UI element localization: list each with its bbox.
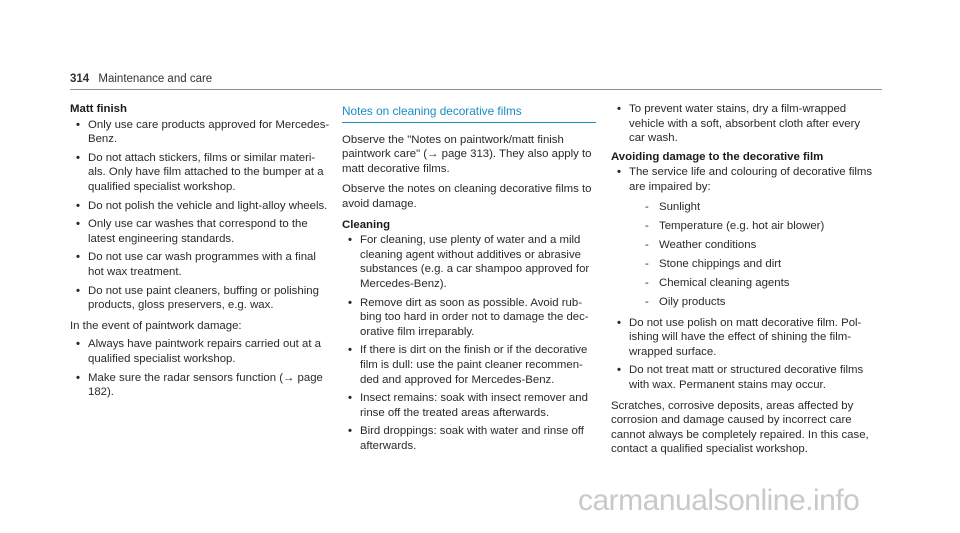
cleaning-list (342, 233, 596, 453)
page-number: 314 (70, 73, 90, 85)
list-item: • Only use care products approved for Mercedes-Benz. (70, 118, 332, 147)
list-item: • Do not use paint cleaners, buffing or polishing products, gloss preservers, e.g. wax. (70, 284, 332, 313)
list-item: • To prevent water stains, dry a film-wrapped vehicle with a soft, absorbent cloth after every car wash. (611, 102, 873, 146)
impairment-factors (629, 200, 873, 310)
list-item: • For cleaning, use plenty of water and a mild cleaning agent without additives or abrasive substances (e.g. a car shampoo approved for Mercedes-Benz). (342, 233, 596, 291)
list-item: • Remove dirt as soon as possible. Avoid rub-bing too hard in order not to damage the dec-orative film irreparably. (342, 296, 596, 340)
cleaning-heading: Cleaning (342, 218, 391, 231)
chapter-title: Maintenance and care (98, 73, 213, 85)
page-header (70, 72, 212, 87)
column-decorative-films (342, 104, 596, 457)
closing-paragraph: Scratches, corrosive deposits, areas affected by corrosion and damage caused by incorrect care cannot always be completely repaired. In this case, contact a qualified specialist workshop. (611, 399, 869, 456)
dash-item: - Chemical cleaning agents (629, 276, 873, 291)
list-item: • Do not use car wash programmes with a final hot wax treatment. (70, 250, 332, 279)
list-item: • Only use car washes that correspond to the latest engineering standards. (70, 217, 332, 246)
observe-paragraph: Observe the "Notes on paintwork/matt finish paintwork care" (→ page 313). They also apply to matt decorative films. (342, 133, 592, 175)
dash-item: - Sunlight (629, 200, 873, 215)
avoid-damage-paragraph: Observe the notes on cleaning decorative films to avoid damage. (342, 183, 592, 210)
watermark-text: carmanualsonline.info (578, 484, 860, 517)
list-item (611, 165, 873, 309)
list-item: • Do not attach stickers, films or similar materi-als. Only have film attached to the bumper at a qualified specialist workshop. (70, 151, 332, 195)
avoiding-damage-heading: Avoiding damage to the decorative film (611, 150, 824, 163)
column-matt-finish (70, 102, 332, 404)
avoiding-damage-list (611, 165, 873, 392)
section-title: Notes on cleaning decorative films (342, 104, 596, 123)
list-item: • Insect remains: soak with insect remover and rinse off the treated areas afterwards. (342, 391, 596, 420)
matt-finish-list (70, 118, 332, 313)
dash-item: - Oily products (629, 295, 873, 310)
header-divider (70, 89, 882, 90)
dash-item: - Temperature (e.g. hot air blower) (629, 219, 873, 234)
matt-finish-heading: Matt finish (70, 103, 127, 115)
list-item: • Bird droppings: soak with water and rinse off afterwards. (342, 424, 596, 453)
impairment-intro: The service life and colouring of decorative films are impaired by: (629, 166, 873, 193)
water-stains-list (611, 102, 873, 146)
list-item: • Do not use polish on matt decorative film. Pol-ishing will have the effect of shining the film-wrapped surface. (611, 316, 873, 360)
paintwork-damage-list (70, 337, 332, 399)
paintwork-damage-intro: In the event of paintwork damage: (70, 319, 242, 332)
dash-item: - Weather conditions (629, 238, 873, 253)
list-item: • If there is dirt on the finish or if the decorative film is dull: use the paint cleaner recommen-ded and approved for Mercedes-Benz. (342, 343, 596, 387)
list-item: • Do not treat matt or structured decorative films with wax. Permanent stains may occur. (611, 363, 873, 392)
list-item-page-reference: • Make sure the radar sensors function (→ page 182). (70, 371, 332, 400)
list-item: • Always have paintwork repairs carried out at a qualified specialist workshop. (70, 337, 332, 366)
dash-item: - Stone chippings and dirt (629, 257, 873, 272)
list-item: • Do not polish the vehicle and light-alloy wheels. (70, 199, 332, 214)
column-avoiding-damage (611, 102, 873, 461)
